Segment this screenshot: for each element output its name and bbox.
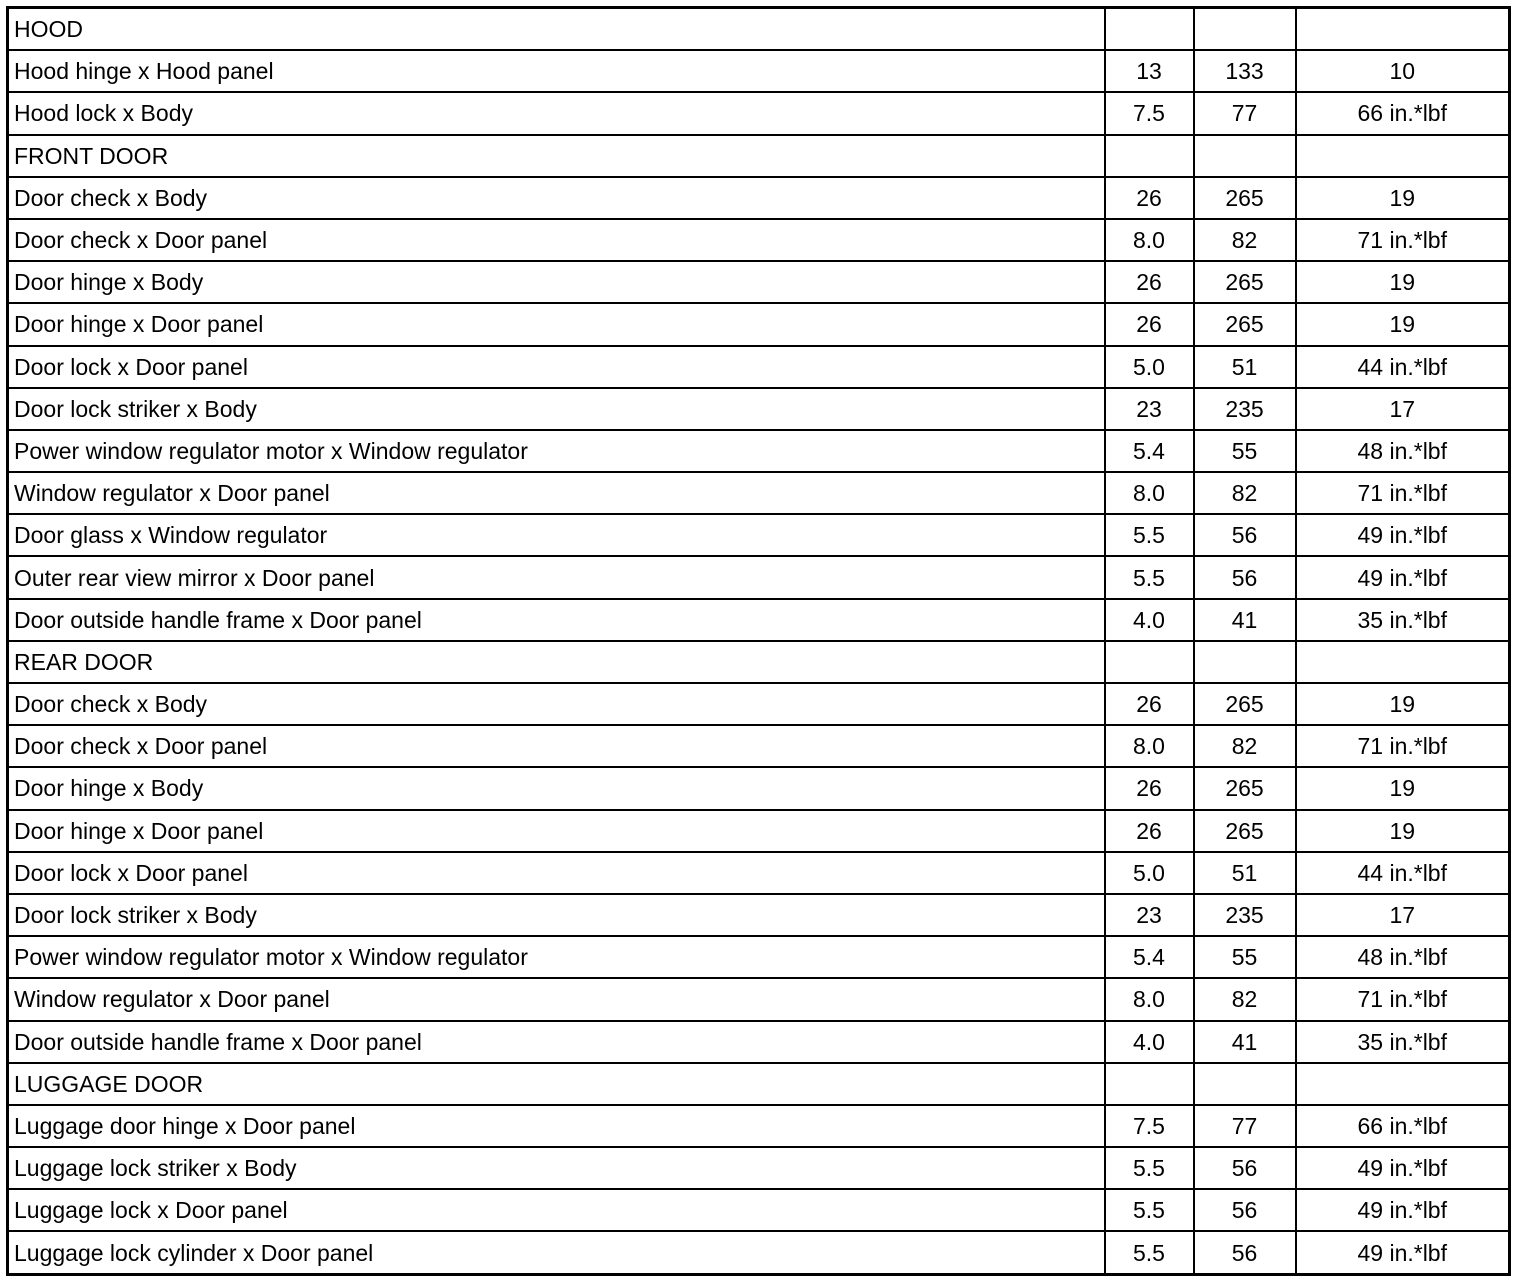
- torque-ftlbf-cell: 71 in.*lbf: [1296, 978, 1510, 1020]
- part-name-cell: Door outside handle frame x Door panel: [8, 1021, 1105, 1063]
- torque-nm-cell: 5.0: [1105, 852, 1194, 894]
- part-name-cell: Door lock striker x Body: [8, 388, 1105, 430]
- torque-nm-cell: 8.0: [1105, 219, 1194, 261]
- torque-ftlbf-cell: 49 in.*lbf: [1296, 556, 1510, 598]
- torque-kgfcm-cell: 51: [1194, 346, 1296, 388]
- table-row: [8, 978, 1510, 1020]
- torque-ftlbf-cell: 19: [1296, 683, 1510, 725]
- torque-nm-cell: 8.0: [1105, 472, 1194, 514]
- torque-kgfcm-cell: 51: [1194, 852, 1296, 894]
- table-row: [8, 472, 1510, 514]
- part-name-cell: Luggage lock cylinder x Door panel: [8, 1231, 1105, 1274]
- torque-ftlbf-cell: 71 in.*lbf: [1296, 725, 1510, 767]
- torque-ftlbf-cell: [1296, 1063, 1510, 1105]
- table-row: [8, 725, 1510, 767]
- part-name-cell: Hood lock x Body: [8, 92, 1105, 134]
- section-header-row: [8, 1063, 1510, 1105]
- torque-kgfcm-cell: [1194, 135, 1296, 177]
- torque-nm-cell: 4.0: [1105, 599, 1194, 641]
- torque-kgfcm-cell: 235: [1194, 894, 1296, 936]
- table-row: [8, 810, 1510, 852]
- torque-ftlbf-cell: 35 in.*lbf: [1296, 599, 1510, 641]
- section-title: FRONT DOOR: [8, 135, 1105, 177]
- torque-kgfcm-cell: 41: [1194, 599, 1296, 641]
- part-name-cell: Window regulator x Door panel: [8, 978, 1105, 1020]
- torque-ftlbf-cell: 17: [1296, 894, 1510, 936]
- torque-kgfcm-cell: [1194, 1063, 1296, 1105]
- part-name-cell: Door hinge x Body: [8, 767, 1105, 809]
- torque-specification-table: [6, 6, 1511, 1276]
- torque-nm-cell: 5.5: [1105, 1231, 1194, 1274]
- table-row: [8, 261, 1510, 303]
- torque-ftlbf-cell: 44 in.*lbf: [1296, 346, 1510, 388]
- torque-ftlbf-cell: 19: [1296, 303, 1510, 345]
- table-row: [8, 1189, 1510, 1231]
- torque-nm-cell: 8.0: [1105, 978, 1194, 1020]
- section-title: REAR DOOR: [8, 641, 1105, 683]
- table-row: [8, 303, 1510, 345]
- torque-nm-cell: 26: [1105, 261, 1194, 303]
- section-header-row: [8, 641, 1510, 683]
- torque-nm-cell: 7.5: [1105, 92, 1194, 134]
- torque-kgfcm-cell: 235: [1194, 388, 1296, 430]
- table-row: [8, 346, 1510, 388]
- torque-kgfcm-cell: 265: [1194, 810, 1296, 852]
- torque-kgfcm-cell: 265: [1194, 683, 1296, 725]
- torque-kgfcm-cell: 56: [1194, 514, 1296, 556]
- part-name-cell: Window regulator x Door panel: [8, 472, 1105, 514]
- table-row: [8, 1105, 1510, 1147]
- torque-kgfcm-cell: 77: [1194, 92, 1296, 134]
- part-name-cell: Door glass x Window regulator: [8, 514, 1105, 556]
- table-body: [8, 8, 1510, 1275]
- torque-ftlbf-cell: 49 in.*lbf: [1296, 514, 1510, 556]
- torque-kgfcm-cell: 56: [1194, 556, 1296, 598]
- torque-kgfcm-cell: 82: [1194, 472, 1296, 514]
- torque-kgfcm-cell: 41: [1194, 1021, 1296, 1063]
- torque-nm-cell: [1105, 1063, 1194, 1105]
- torque-nm-cell: 26: [1105, 177, 1194, 219]
- table-row: [8, 1147, 1510, 1189]
- torque-nm-cell: 8.0: [1105, 725, 1194, 767]
- torque-nm-cell: 23: [1105, 388, 1194, 430]
- part-name-cell: Door hinge x Door panel: [8, 810, 1105, 852]
- part-name-cell: Door check x Door panel: [8, 219, 1105, 261]
- section-header-row: [8, 8, 1510, 51]
- part-name-cell: Luggage lock x Door panel: [8, 1189, 1105, 1231]
- table-row: [8, 92, 1510, 134]
- torque-nm-cell: 13: [1105, 50, 1194, 92]
- torque-nm-cell: 23: [1105, 894, 1194, 936]
- torque-nm-cell: 7.5: [1105, 1105, 1194, 1147]
- part-name-cell: Door lock striker x Body: [8, 894, 1105, 936]
- torque-nm-cell: 26: [1105, 683, 1194, 725]
- part-name-cell: Outer rear view mirror x Door panel: [8, 556, 1105, 598]
- torque-ftlbf-cell: 19: [1296, 177, 1510, 219]
- table-row: [8, 50, 1510, 92]
- torque-nm-cell: 4.0: [1105, 1021, 1194, 1063]
- part-name-cell: Door hinge x Body: [8, 261, 1105, 303]
- table-row: [8, 894, 1510, 936]
- torque-ftlbf-cell: [1296, 8, 1510, 51]
- part-name-cell: Luggage lock striker x Body: [8, 1147, 1105, 1189]
- part-name-cell: Door outside handle frame x Door panel: [8, 599, 1105, 641]
- torque-nm-cell: [1105, 641, 1194, 683]
- table-row: [8, 177, 1510, 219]
- torque-ftlbf-cell: 66 in.*lbf: [1296, 1105, 1510, 1147]
- torque-ftlbf-cell: 48 in.*lbf: [1296, 936, 1510, 978]
- table-row: [8, 852, 1510, 894]
- part-name-cell: Door check x Body: [8, 683, 1105, 725]
- torque-nm-cell: [1105, 135, 1194, 177]
- torque-nm-cell: 5.4: [1105, 430, 1194, 472]
- torque-ftlbf-cell: [1296, 135, 1510, 177]
- torque-kgfcm-cell: 265: [1194, 177, 1296, 219]
- torque-nm-cell: [1105, 8, 1194, 51]
- part-name-cell: Door check x Door panel: [8, 725, 1105, 767]
- torque-kgfcm-cell: 265: [1194, 767, 1296, 809]
- torque-nm-cell: 5.5: [1105, 1147, 1194, 1189]
- torque-kgfcm-cell: 82: [1194, 219, 1296, 261]
- torque-ftlbf-cell: 35 in.*lbf: [1296, 1021, 1510, 1063]
- torque-ftlbf-cell: 19: [1296, 767, 1510, 809]
- torque-nm-cell: 5.5: [1105, 556, 1194, 598]
- part-name-cell: Door hinge x Door panel: [8, 303, 1105, 345]
- torque-nm-cell: 5.5: [1105, 514, 1194, 556]
- torque-kgfcm-cell: [1194, 8, 1296, 51]
- table-row: [8, 599, 1510, 641]
- part-name-cell: Power window regulator motor x Window regulator: [8, 936, 1105, 978]
- table-row: [8, 767, 1510, 809]
- section-header-row: [8, 135, 1510, 177]
- torque-nm-cell: 26: [1105, 767, 1194, 809]
- torque-ftlbf-cell: 10: [1296, 50, 1510, 92]
- torque-nm-cell: 26: [1105, 810, 1194, 852]
- torque-kgfcm-cell: 82: [1194, 978, 1296, 1020]
- torque-ftlbf-cell: 49 in.*lbf: [1296, 1189, 1510, 1231]
- table-row: [8, 388, 1510, 430]
- torque-ftlbf-cell: 19: [1296, 261, 1510, 303]
- torque-ftlbf-cell: 44 in.*lbf: [1296, 852, 1510, 894]
- torque-ftlbf-cell: 71 in.*lbf: [1296, 472, 1510, 514]
- torque-nm-cell: 5.4: [1105, 936, 1194, 978]
- torque-ftlbf-cell: 49 in.*lbf: [1296, 1231, 1510, 1274]
- torque-kgfcm-cell: 77: [1194, 1105, 1296, 1147]
- table-row: [8, 1231, 1510, 1274]
- torque-kgfcm-cell: 55: [1194, 936, 1296, 978]
- torque-kgfcm-cell: 56: [1194, 1147, 1296, 1189]
- torque-ftlbf-cell: 66 in.*lbf: [1296, 92, 1510, 134]
- torque-ftlbf-cell: 17: [1296, 388, 1510, 430]
- torque-nm-cell: 26: [1105, 303, 1194, 345]
- torque-kgfcm-cell: 55: [1194, 430, 1296, 472]
- table-row: [8, 430, 1510, 472]
- torque-ftlbf-cell: [1296, 641, 1510, 683]
- torque-kgfcm-cell: 265: [1194, 261, 1296, 303]
- table-row: [8, 556, 1510, 598]
- part-name-cell: Luggage door hinge x Door panel: [8, 1105, 1105, 1147]
- torque-ftlbf-cell: 48 in.*lbf: [1296, 430, 1510, 472]
- torque-kgfcm-cell: 56: [1194, 1231, 1296, 1274]
- torque-ftlbf-cell: 19: [1296, 810, 1510, 852]
- table-row: [8, 936, 1510, 978]
- part-name-cell: Door lock x Door panel: [8, 346, 1105, 388]
- table-row: [8, 683, 1510, 725]
- torque-kgfcm-cell: [1194, 641, 1296, 683]
- torque-kgfcm-cell: 56: [1194, 1189, 1296, 1231]
- part-name-cell: Hood hinge x Hood panel: [8, 50, 1105, 92]
- torque-kgfcm-cell: 133: [1194, 50, 1296, 92]
- table-row: [8, 1021, 1510, 1063]
- torque-ftlbf-cell: 71 in.*lbf: [1296, 219, 1510, 261]
- part-name-cell: Door check x Body: [8, 177, 1105, 219]
- table-row: [8, 514, 1510, 556]
- torque-nm-cell: 5.5: [1105, 1189, 1194, 1231]
- torque-kgfcm-cell: 265: [1194, 303, 1296, 345]
- section-title: HOOD: [14, 16, 83, 43]
- part-name-cell: Power window regulator motor x Window regulator: [8, 430, 1105, 472]
- torque-kgfcm-cell: 82: [1194, 725, 1296, 767]
- section-title: LUGGAGE DOOR: [8, 1063, 1105, 1105]
- torque-ftlbf-cell: 49 in.*lbf: [1296, 1147, 1510, 1189]
- part-name-cell: Door lock x Door panel: [8, 852, 1105, 894]
- torque-nm-cell: 5.0: [1105, 346, 1194, 388]
- table-row: [8, 219, 1510, 261]
